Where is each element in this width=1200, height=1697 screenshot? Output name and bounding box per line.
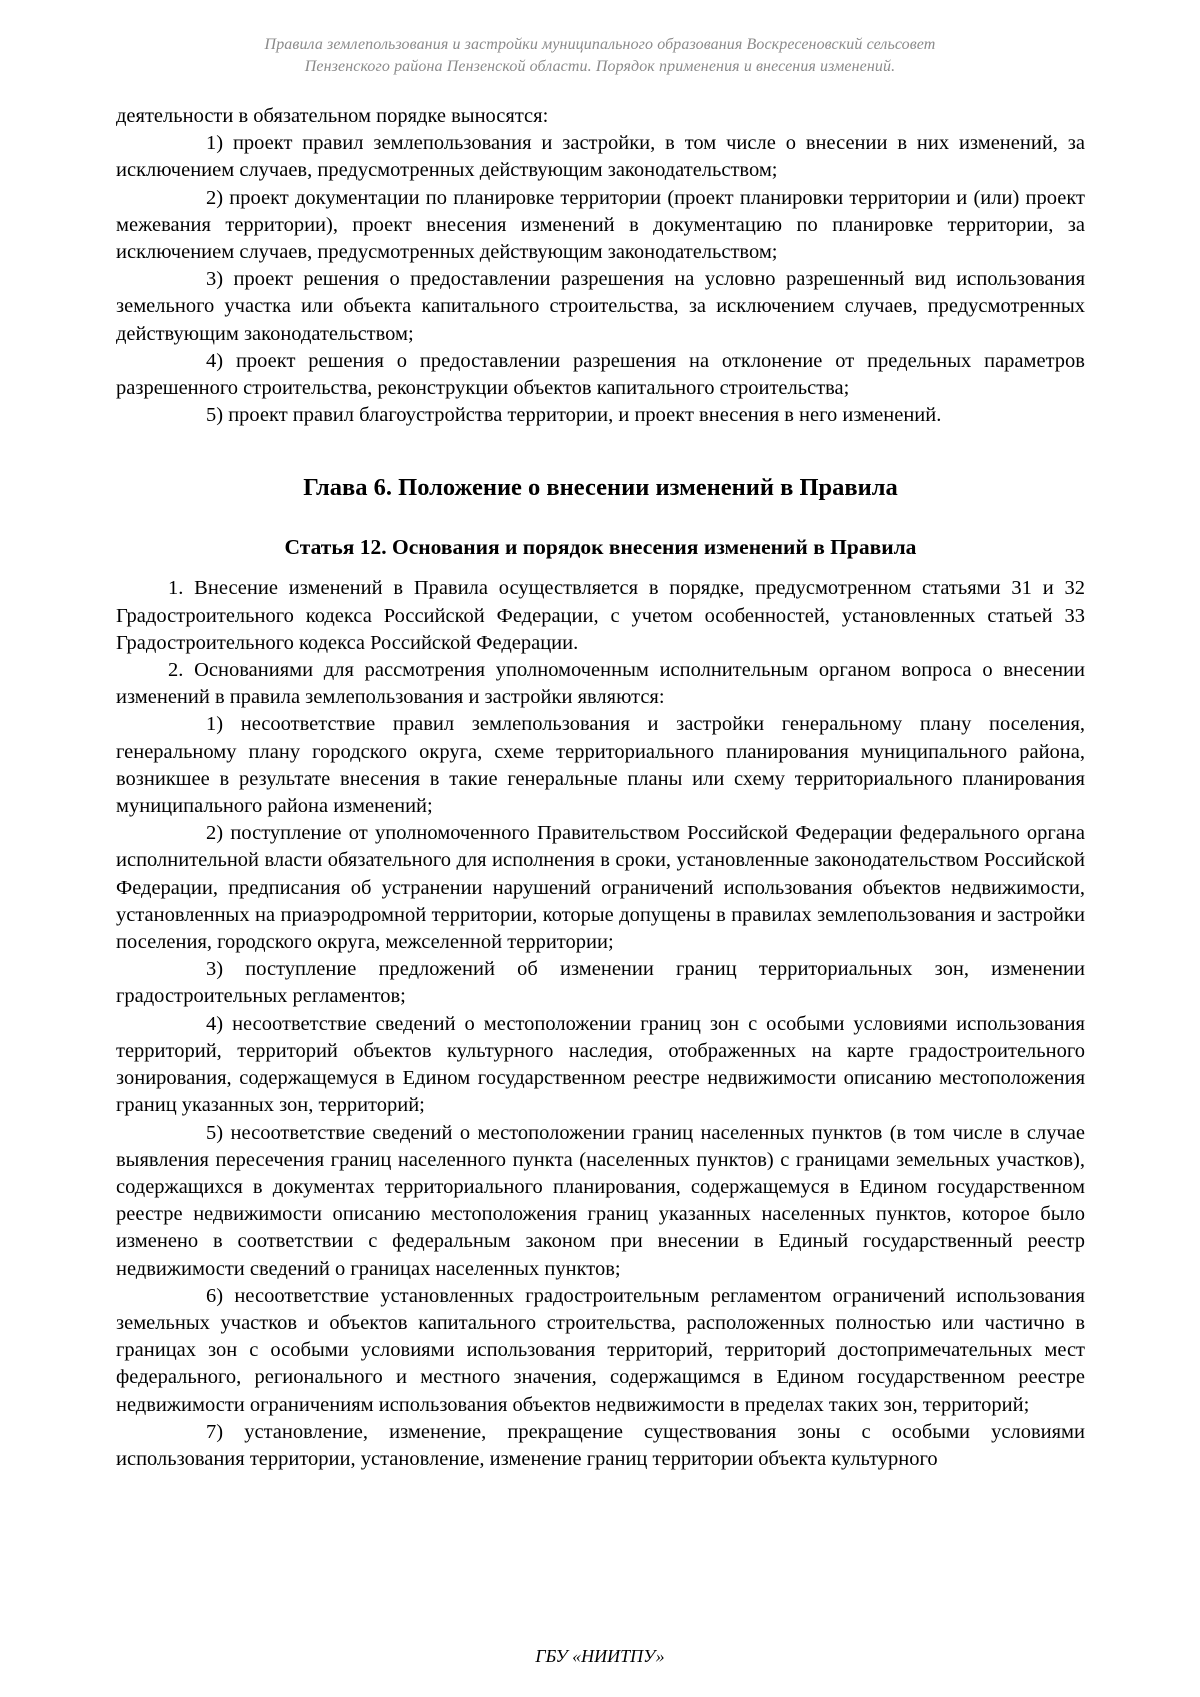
article-paragraph-2: 2. Основаниями для рассмотрения уполномоченным исполнительным органом вопроса о внесении изменений в правила землепользования и застройки являются: (116, 659, 1085, 709)
article-item-6: 6) несоответствие установленных градостроительным регламентом ограничений использования земельных участков и объектов капитального строительства, расположенных полностью или частично в границах зон с особыми условиями использования территорий, территорий достопримечательных мест федерального, регионального и местного значения, содержащимся в Едином государственном реестре недвижимости ограничениям использования объектов недвижимости в пределах таких зон, территорий; (116, 1284, 1085, 1416)
article-item-4: 4) несоответствие сведений о местоположении границ зон с особыми условиями использования территорий, территорий объектов культурного наследия, отображенных на карте градостроительного зонирования, содержащемуся в Едином государственном реестре недвижимости описанию местоположения границ указанных зон, территорий; (116, 1012, 1085, 1117)
document-body (116, 103, 1085, 1473)
intro-item-1: 1) проект правил землепользования и застройки, в том числе о внесении в них изменений, за исключением случаев, предусмотренных действующим законодательством; (116, 132, 1085, 182)
page-footer: ГБУ «НИИТПУ» (535, 1646, 665, 1666)
article-item-5: 5) несоответствие сведений о местоположении границ населенных пунктов (в том числе в случае выявления пересечения границ населенного пункта (населенных пунктов) с границами земельных участков), содержащихся в документах территориального планирования, содержащемуся в Едином государственном реестре недвижимости описанию местоположения границ указанных населенных пунктов, которое было изменено в соответствии с федеральным законом при внесении в Единый государственный реестр недвижимости сведений о границах населенных пунктов; (116, 1121, 1085, 1280)
page-header (120, 34, 1080, 78)
article-item-2: 2) поступление от уполномоченного Правительством Российской Федерации федерального органа исполнительной власти обязательного для исполнения в сроки, установленные законодательством Российской Федерации, предписания об устранении нарушений ограничений использования объектов недвижимости, установленных на приаэродромной территории, которые допущены в правилах землепользования и застройки поселения, городского округа, межселенной территории; (116, 822, 1085, 954)
intro-item-4: 4) проект решения о предоставлении разрешения на отклонение от предельных параметров разрешенного строительства, реконструкции объектов капитального строительства; (116, 349, 1085, 400)
intro-lead: деятельности в обязательном порядке выносятся: (116, 105, 549, 127)
article-paragraph-1: 1. Внесение изменений в Правила осуществляется в порядке, предусмотренном статьями 31 и 32 Градостроительного кодекса Российской Федерации, с учетом особенностей, установленных статьей 33 Градостроительного кодекса Российской Федерации. (116, 577, 1085, 654)
article-title: Статья 12. Основания и порядок внесения изменений в Правила (284, 535, 917, 560)
article-item-7: 7) установление, изменение, прекращение существования зоны с особыми условиями использования территории, установление, изменение границ территории объекта культурного (116, 1420, 1085, 1470)
article-item-1: 1) несоответствие правил землепользования и застройки генеральному плану поселения, генеральному плану городского округа, схеме территориального планирования муниципального района, возникшее в результате внесения в такие генеральные планы или схему территориального планирования муниципального района изменений; (116, 713, 1085, 818)
article-item-3: 3) поступление предложений об изменении границ территориальных зон, изменении градостроительных регламентов; (116, 958, 1085, 1008)
header-line-1: Правила землепользования и застройки муниципального образования Воскресеновский сельсовет (264, 36, 936, 53)
chapter-title: Глава 6. Положение о внесении изменений в Правила (303, 474, 898, 502)
header-line-2: Пензенского района Пензенской области. Порядок применения и внесения изменений. (304, 58, 896, 75)
intro-item-2: 2) проект документации по планировке территории (проект планировки территории и (или) проект межевания территории), проект внесения изменений в документацию по планировке территории, за исключением случаев, предусмотренных действующим законодательством; (116, 186, 1085, 264)
intro-item-5: 5) проект правил благоустройства территории, и проект внесения в него изменений. (206, 404, 942, 427)
intro-item-3: 3) проект решения о предоставлении разрешения на условно разрешенный вид использования земельного участка или объекта капитального строительства, за исключением случаев, предусмотренных действующим законодательством; (116, 268, 1085, 345)
